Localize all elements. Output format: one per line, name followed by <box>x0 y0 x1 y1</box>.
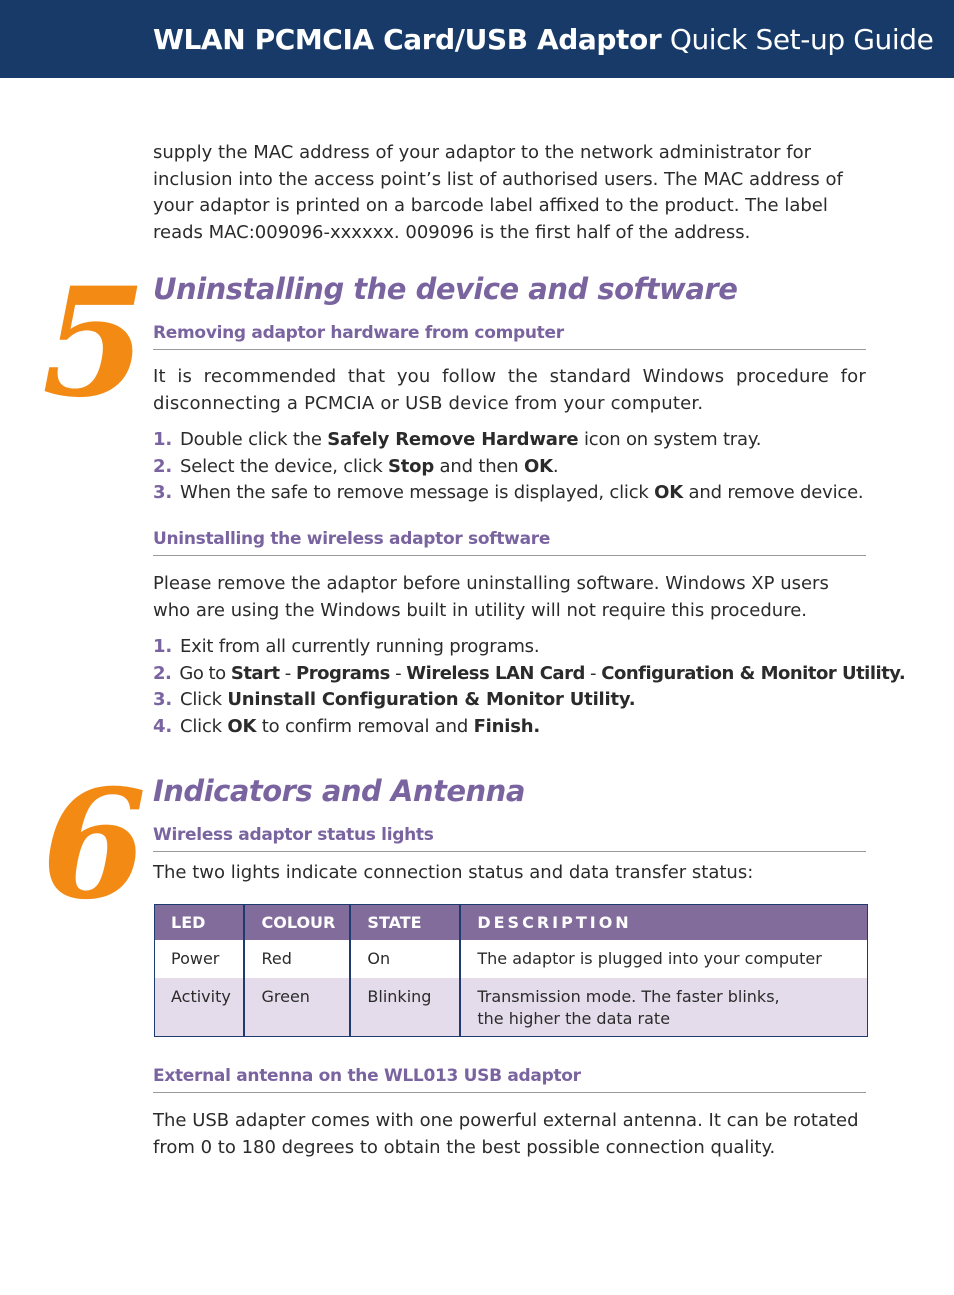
section-number-5: 5 <box>42 255 147 431</box>
table-row <box>155 940 868 978</box>
section-number-6: 6 <box>42 757 147 933</box>
document-title <box>153 20 933 60</box>
table-header-row <box>155 905 868 941</box>
section-title-uninstall: Uninstalling the device and software <box>153 272 738 306</box>
title-product: WLAN PCMCIA Card/USB Adaptor <box>153 23 662 56</box>
list-item: 1. Double click the Safely Remove Hardware icon on system tray. <box>153 429 762 450</box>
column-header-led: LED <box>155 905 245 941</box>
hardware-steps <box>153 427 866 507</box>
cell-state: On <box>350 940 460 978</box>
subheading-remove-hardware: Removing adaptor hardware from computer <box>153 321 866 350</box>
software-block <box>153 571 906 740</box>
lights-paragraph: The two lights indicate connection status and data transfer status: <box>153 862 754 883</box>
cell-colour: Green <box>244 978 350 1037</box>
hardware-block <box>153 364 866 507</box>
title-guide: Quick Set-up Guide <box>669 23 934 56</box>
software-steps <box>153 634 906 740</box>
cell-description: The adaptor is plugged into your computer <box>460 940 867 978</box>
software-paragraph: Please remove the adaptor before uninstalling software. Windows XP users who are using the Windows built in utility will not require this procedure. <box>153 573 829 621</box>
column-header-state: STATE <box>350 905 460 941</box>
cell-description: Transmission mode. The faster blinks, the higher the data rate <box>460 978 867 1037</box>
section-title-indicators: Indicators and Antenna <box>153 774 525 808</box>
subheading-external-antenna: External antenna on the WLL013 USB adaptor <box>153 1064 866 1093</box>
subheading-status-lights: Wireless adaptor status lights <box>153 823 866 852</box>
intro-section <box>153 140 866 246</box>
hardware-paragraph: It is recommended that you follow the standard Windows procedure for disconnecting a PCMCIA or USB device from your computer. <box>153 366 866 414</box>
list-item: 2. Select the device, click Stop and then OK. <box>153 455 559 477</box>
cell-led: Power <box>155 940 245 978</box>
subheading-uninstall-software: Uninstalling the wireless adaptor software <box>153 527 866 556</box>
list-item: 1. Exit from all currently running programs. <box>153 636 540 657</box>
list-item: 3. When the safe to remove message is displayed, click OK and remove device. <box>153 482 864 503</box>
list-item: 2. Go to Start - Programs - Wireless LAN Card - Configuration & Monitor Utility. <box>153 662 906 684</box>
column-header-description: DESCRIPTION <box>460 905 867 941</box>
lights-block <box>153 860 866 887</box>
cell-state: Blinking <box>350 978 460 1037</box>
header-bar <box>0 0 954 78</box>
status-lights-table <box>154 904 868 1037</box>
table-row <box>155 978 868 1037</box>
antenna-block <box>153 1108 866 1161</box>
cell-colour: Red <box>244 940 350 978</box>
column-header-colour: COLOUR <box>244 905 350 941</box>
cell-led: Activity <box>155 978 245 1037</box>
list-item: 4. Click OK to confirm removal and Finish. <box>153 715 540 737</box>
intro-paragraph: supply the MAC address of your adaptor to the network administrator for inclusion into the access point’s list of authorised users. The MAC address of your adaptor is printed on a barcode label affixed to the product. The label reads MAC:009096-xxxxxx. 009096 is the first half of the address. <box>153 142 843 243</box>
antenna-paragraph: The USB adapter comes with one powerful external antenna. It can be rotated from 0 to 180 degrees to obtain the best possible connection quality. <box>153 1110 859 1158</box>
list-item: 3. Click Uninstall Configuration & Monitor Utility. <box>153 689 636 710</box>
